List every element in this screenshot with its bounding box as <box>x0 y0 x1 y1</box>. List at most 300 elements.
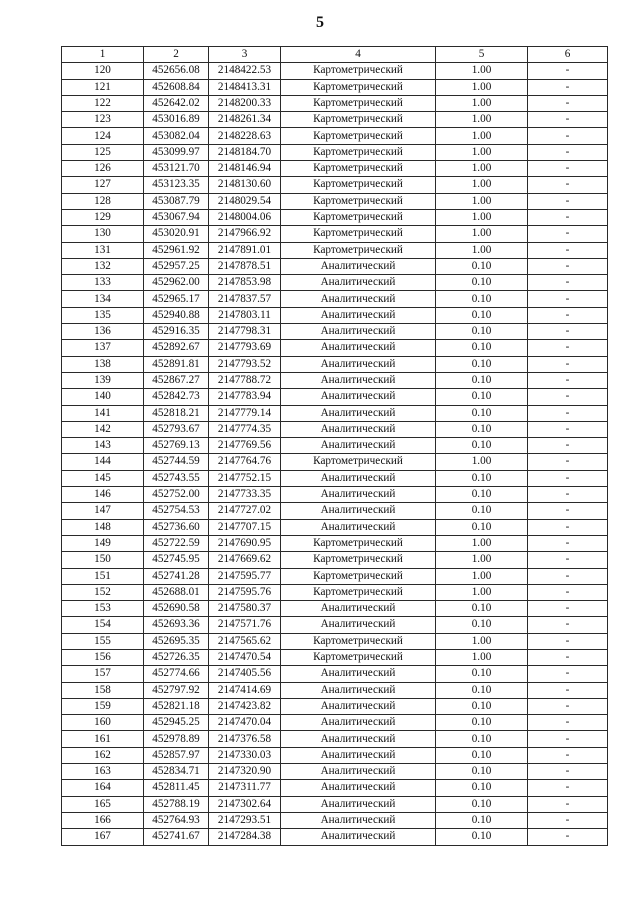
method-cell: Картометрический <box>281 112 436 128</box>
method-cell: Аналитический <box>281 682 436 698</box>
method-cell: Аналитический <box>281 340 436 356</box>
note-cell: - <box>528 356 608 372</box>
y-coordinate-cell: 2147783.94 <box>209 389 281 405</box>
y-coordinate-cell: 2147769.56 <box>209 438 281 454</box>
table-row <box>62 177 608 193</box>
note-cell: - <box>528 617 608 633</box>
x-coordinate-cell: 452965.17 <box>144 291 209 307</box>
note-cell: - <box>528 161 608 177</box>
point-number-cell: 154 <box>62 617 144 633</box>
point-number-cell: 131 <box>62 242 144 258</box>
x-coordinate-cell: 452608.84 <box>144 79 209 95</box>
note-cell: - <box>528 666 608 682</box>
note-cell: - <box>528 291 608 307</box>
table-row <box>62 226 608 242</box>
y-coordinate-cell: 2147320.90 <box>209 764 281 780</box>
note-cell: - <box>528 112 608 128</box>
note-cell: - <box>528 812 608 828</box>
method-cell: Аналитический <box>281 666 436 682</box>
method-cell: Картометрический <box>281 95 436 111</box>
point-number-cell: 158 <box>62 682 144 698</box>
y-coordinate-cell: 2147423.82 <box>209 698 281 714</box>
x-coordinate-cell: 452961.92 <box>144 242 209 258</box>
method-cell: Картометрический <box>281 63 436 79</box>
note-cell: - <box>528 764 608 780</box>
method-cell: Картометрический <box>281 552 436 568</box>
x-coordinate-cell: 452818.21 <box>144 405 209 421</box>
point-number-cell: 161 <box>62 731 144 747</box>
y-coordinate-cell: 2147727.02 <box>209 503 281 519</box>
table-row <box>62 780 608 796</box>
x-coordinate-cell: 452857.97 <box>144 747 209 763</box>
y-coordinate-cell: 2147733.35 <box>209 487 281 503</box>
x-coordinate-cell: 452743.55 <box>144 470 209 486</box>
x-coordinate-cell: 452962.00 <box>144 275 209 291</box>
table-row <box>62 63 608 79</box>
table-row <box>62 112 608 128</box>
table-row <box>62 209 608 225</box>
y-coordinate-cell: 2147565.62 <box>209 633 281 649</box>
table-row <box>62 324 608 340</box>
accuracy-cell: 1.00 <box>436 535 528 551</box>
note-cell: - <box>528 324 608 340</box>
accuracy-cell: 0.10 <box>436 324 528 340</box>
header-row <box>62 47 608 63</box>
accuracy-cell: 0.10 <box>436 307 528 323</box>
note-cell: - <box>528 405 608 421</box>
table-row <box>62 389 608 405</box>
accuracy-cell: 0.10 <box>436 747 528 763</box>
table-body <box>62 63 608 845</box>
point-number-cell: 144 <box>62 454 144 470</box>
accuracy-cell: 0.10 <box>436 258 528 274</box>
table-row <box>62 372 608 388</box>
x-coordinate-cell: 452695.35 <box>144 633 209 649</box>
point-number-cell: 147 <box>62 503 144 519</box>
table-row <box>62 470 608 486</box>
x-coordinate-cell: 452754.53 <box>144 503 209 519</box>
note-cell: - <box>528 470 608 486</box>
point-number-cell: 138 <box>62 356 144 372</box>
y-coordinate-cell: 2147891.01 <box>209 242 281 258</box>
point-number-cell: 145 <box>62 470 144 486</box>
note-cell: - <box>528 128 608 144</box>
x-coordinate-cell: 452957.25 <box>144 258 209 274</box>
x-coordinate-cell: 452892.67 <box>144 340 209 356</box>
y-coordinate-cell: 2147293.51 <box>209 812 281 828</box>
coordinates-table <box>61 46 608 846</box>
x-coordinate-cell: 453121.70 <box>144 161 209 177</box>
method-cell: Аналитический <box>281 487 436 503</box>
method-cell: Аналитический <box>281 389 436 405</box>
method-cell: Аналитический <box>281 747 436 763</box>
x-coordinate-cell: 452945.25 <box>144 715 209 731</box>
table-row <box>62 307 608 323</box>
table-row <box>62 552 608 568</box>
point-number-cell: 155 <box>62 633 144 649</box>
y-coordinate-cell: 2148422.53 <box>209 63 281 79</box>
accuracy-cell: 1.00 <box>436 161 528 177</box>
method-cell: Картометрический <box>281 242 436 258</box>
x-coordinate-cell: 452793.67 <box>144 421 209 437</box>
point-number-cell: 140 <box>62 389 144 405</box>
x-coordinate-cell: 452745.95 <box>144 552 209 568</box>
note-cell: - <box>528 601 608 617</box>
point-number-cell: 125 <box>62 144 144 160</box>
method-cell: Картометрический <box>281 79 436 95</box>
y-coordinate-cell: 2147470.04 <box>209 715 281 731</box>
accuracy-cell: 0.10 <box>436 829 528 845</box>
y-coordinate-cell: 2147580.37 <box>209 601 281 617</box>
y-coordinate-cell: 2148029.54 <box>209 193 281 209</box>
x-coordinate-cell: 453016.89 <box>144 112 209 128</box>
accuracy-cell: 1.00 <box>436 226 528 242</box>
table-row <box>62 617 608 633</box>
note-cell: - <box>528 796 608 812</box>
point-number-cell: 162 <box>62 747 144 763</box>
point-number-cell: 124 <box>62 128 144 144</box>
table-row <box>62 144 608 160</box>
x-coordinate-cell: 452744.59 <box>144 454 209 470</box>
note-cell: - <box>528 649 608 665</box>
y-coordinate-cell: 2147405.56 <box>209 666 281 682</box>
note-cell: - <box>528 95 608 111</box>
accuracy-cell: 1.00 <box>436 209 528 225</box>
x-coordinate-cell: 452736.60 <box>144 519 209 535</box>
point-number-cell: 128 <box>62 193 144 209</box>
table-row <box>62 421 608 437</box>
method-cell: Картометрический <box>281 454 436 470</box>
page-number: 5 <box>316 14 324 31</box>
point-number-cell: 141 <box>62 405 144 421</box>
accuracy-cell: 0.10 <box>436 666 528 682</box>
y-coordinate-cell: 2148228.63 <box>209 128 281 144</box>
point-number-cell: 151 <box>62 568 144 584</box>
y-coordinate-cell: 2147571.76 <box>209 617 281 633</box>
accuracy-cell: 0.10 <box>436 372 528 388</box>
x-coordinate-cell: 452656.08 <box>144 63 209 79</box>
method-cell: Аналитический <box>281 307 436 323</box>
accuracy-cell: 1.00 <box>436 454 528 470</box>
y-coordinate-cell: 2147764.76 <box>209 454 281 470</box>
note-cell: - <box>528 193 608 209</box>
x-coordinate-cell: 452842.73 <box>144 389 209 405</box>
table-row <box>62 503 608 519</box>
method-cell: Аналитический <box>281 405 436 421</box>
x-coordinate-cell: 453087.79 <box>144 193 209 209</box>
accuracy-cell: 1.00 <box>436 79 528 95</box>
x-coordinate-cell: 452978.89 <box>144 731 209 747</box>
table-row <box>62 95 608 111</box>
method-cell: Картометрический <box>281 649 436 665</box>
accuracy-cell: 1.00 <box>436 568 528 584</box>
point-number-cell: 146 <box>62 487 144 503</box>
method-cell: Картометрический <box>281 209 436 225</box>
point-number-cell: 150 <box>62 552 144 568</box>
method-cell: Аналитический <box>281 291 436 307</box>
x-coordinate-cell: 452741.28 <box>144 568 209 584</box>
x-coordinate-cell: 452821.18 <box>144 698 209 714</box>
y-coordinate-cell: 2147284.38 <box>209 829 281 845</box>
x-coordinate-cell: 453099.97 <box>144 144 209 160</box>
note-cell: - <box>528 633 608 649</box>
note-cell: - <box>528 144 608 160</box>
accuracy-cell: 0.10 <box>436 421 528 437</box>
note-cell: - <box>528 307 608 323</box>
method-cell: Картометрический <box>281 177 436 193</box>
x-coordinate-cell: 452916.35 <box>144 324 209 340</box>
point-number-cell: 156 <box>62 649 144 665</box>
point-number-cell: 129 <box>62 209 144 225</box>
method-cell: Аналитический <box>281 503 436 519</box>
note-cell: - <box>528 226 608 242</box>
note-cell: - <box>528 780 608 796</box>
y-coordinate-cell: 2147853.98 <box>209 275 281 291</box>
method-cell: Аналитический <box>281 275 436 291</box>
y-coordinate-cell: 2147595.76 <box>209 584 281 600</box>
y-coordinate-cell: 2148184.70 <box>209 144 281 160</box>
y-coordinate-cell: 2148146.94 <box>209 161 281 177</box>
method-cell: Аналитический <box>281 829 436 845</box>
x-coordinate-cell: 453123.35 <box>144 177 209 193</box>
y-coordinate-cell: 2147707.15 <box>209 519 281 535</box>
table-row <box>62 242 608 258</box>
y-coordinate-cell: 2147837.57 <box>209 291 281 307</box>
accuracy-cell: 0.10 <box>436 356 528 372</box>
note-cell: - <box>528 340 608 356</box>
y-coordinate-cell: 2147669.62 <box>209 552 281 568</box>
note-cell: - <box>528 79 608 95</box>
table-row <box>62 438 608 454</box>
table-row <box>62 79 608 95</box>
x-coordinate-cell: 452690.58 <box>144 601 209 617</box>
method-cell: Аналитический <box>281 617 436 633</box>
point-number-cell: 136 <box>62 324 144 340</box>
table-row <box>62 193 608 209</box>
method-cell: Аналитический <box>281 812 436 828</box>
note-cell: - <box>528 568 608 584</box>
accuracy-cell: 1.00 <box>436 177 528 193</box>
note-cell: - <box>528 63 608 79</box>
x-coordinate-cell: 452811.45 <box>144 780 209 796</box>
y-coordinate-cell: 2148413.31 <box>209 79 281 95</box>
method-cell: Аналитический <box>281 258 436 274</box>
method-cell: Аналитический <box>281 470 436 486</box>
method-cell: Картометрический <box>281 193 436 209</box>
point-number-cell: 142 <box>62 421 144 437</box>
point-number-cell: 143 <box>62 438 144 454</box>
table-row <box>62 519 608 535</box>
table-row <box>62 340 608 356</box>
table-row <box>62 812 608 828</box>
x-coordinate-cell: 452726.35 <box>144 649 209 665</box>
accuracy-cell: 1.00 <box>436 649 528 665</box>
y-coordinate-cell: 2147798.31 <box>209 324 281 340</box>
method-cell: Аналитический <box>281 519 436 535</box>
accuracy-cell: 0.10 <box>436 291 528 307</box>
x-coordinate-cell: 452940.88 <box>144 307 209 323</box>
y-coordinate-cell: 2147878.51 <box>209 258 281 274</box>
accuracy-cell: 0.10 <box>436 796 528 812</box>
accuracy-cell: 0.10 <box>436 405 528 421</box>
x-coordinate-cell: 452722.59 <box>144 535 209 551</box>
note-cell: - <box>528 715 608 731</box>
note-cell: - <box>528 519 608 535</box>
header-cell-3: 3 <box>209 47 281 63</box>
note-cell: - <box>528 731 608 747</box>
table-row <box>62 568 608 584</box>
y-coordinate-cell: 2147774.35 <box>209 421 281 437</box>
y-coordinate-cell: 2147330.03 <box>209 747 281 763</box>
table-row <box>62 258 608 274</box>
point-number-cell: 135 <box>62 307 144 323</box>
note-cell: - <box>528 177 608 193</box>
point-number-cell: 122 <box>62 95 144 111</box>
table-row <box>62 666 608 682</box>
point-number-cell: 148 <box>62 519 144 535</box>
point-number-cell: 166 <box>62 812 144 828</box>
x-coordinate-cell: 452693.36 <box>144 617 209 633</box>
accuracy-cell: 1.00 <box>436 144 528 160</box>
accuracy-cell: 0.10 <box>436 764 528 780</box>
table-row <box>62 715 608 731</box>
y-coordinate-cell: 2147793.52 <box>209 356 281 372</box>
point-number-cell: 164 <box>62 780 144 796</box>
y-coordinate-cell: 2147788.72 <box>209 372 281 388</box>
x-coordinate-cell: 453082.04 <box>144 128 209 144</box>
table-row <box>62 291 608 307</box>
method-cell: Картометрический <box>281 226 436 242</box>
note-cell: - <box>528 487 608 503</box>
point-number-cell: 157 <box>62 666 144 682</box>
method-cell: Аналитический <box>281 372 436 388</box>
method-cell: Картометрический <box>281 633 436 649</box>
table-row <box>62 747 608 763</box>
point-number-cell: 120 <box>62 63 144 79</box>
method-cell: Аналитический <box>281 731 436 747</box>
y-coordinate-cell: 2147414.69 <box>209 682 281 698</box>
point-number-cell: 160 <box>62 715 144 731</box>
accuracy-cell: 1.00 <box>436 193 528 209</box>
table-row <box>62 161 608 177</box>
note-cell: - <box>528 503 608 519</box>
note-cell: - <box>528 258 608 274</box>
x-coordinate-cell: 452764.93 <box>144 812 209 828</box>
x-coordinate-cell: 452834.71 <box>144 764 209 780</box>
header-cell-5: 5 <box>436 47 528 63</box>
point-number-cell: 130 <box>62 226 144 242</box>
table-row <box>62 356 608 372</box>
table-row <box>62 275 608 291</box>
method-cell: Картометрический <box>281 535 436 551</box>
accuracy-cell: 0.10 <box>436 617 528 633</box>
table-row <box>62 829 608 845</box>
accuracy-cell: 1.00 <box>436 552 528 568</box>
x-coordinate-cell: 452741.67 <box>144 829 209 845</box>
note-cell: - <box>528 747 608 763</box>
accuracy-cell: 0.10 <box>436 519 528 535</box>
table-row <box>62 601 608 617</box>
point-number-cell: 126 <box>62 161 144 177</box>
y-coordinate-cell: 2147752.15 <box>209 470 281 486</box>
y-coordinate-cell: 2148200.33 <box>209 95 281 111</box>
y-coordinate-cell: 2148004.06 <box>209 209 281 225</box>
accuracy-cell: 0.10 <box>436 731 528 747</box>
method-cell: Аналитический <box>281 698 436 714</box>
note-cell: - <box>528 682 608 698</box>
note-cell: - <box>528 421 608 437</box>
method-cell: Аналитический <box>281 421 436 437</box>
point-number-cell: 127 <box>62 177 144 193</box>
table-row <box>62 584 608 600</box>
note-cell: - <box>528 829 608 845</box>
y-coordinate-cell: 2148130.60 <box>209 177 281 193</box>
point-number-cell: 132 <box>62 258 144 274</box>
table-row <box>62 454 608 470</box>
x-coordinate-cell: 452788.19 <box>144 796 209 812</box>
y-coordinate-cell: 2147470.54 <box>209 649 281 665</box>
x-coordinate-cell: 452752.00 <box>144 487 209 503</box>
point-number-cell: 153 <box>62 601 144 617</box>
method-cell: Аналитический <box>281 324 436 340</box>
table-row <box>62 731 608 747</box>
point-number-cell: 134 <box>62 291 144 307</box>
note-cell: - <box>528 438 608 454</box>
method-cell: Картометрический <box>281 144 436 160</box>
header-cell-6: 6 <box>528 47 608 63</box>
x-coordinate-cell: 452642.02 <box>144 95 209 111</box>
header-cell-2: 2 <box>144 47 209 63</box>
method-cell: Аналитический <box>281 601 436 617</box>
point-number-cell: 137 <box>62 340 144 356</box>
table-row <box>62 535 608 551</box>
point-number-cell: 159 <box>62 698 144 714</box>
point-number-cell: 152 <box>62 584 144 600</box>
note-cell: - <box>528 372 608 388</box>
accuracy-cell: 0.10 <box>436 503 528 519</box>
table-header <box>62 47 608 63</box>
note-cell: - <box>528 209 608 225</box>
header-cell-4: 4 <box>281 47 436 63</box>
note-cell: - <box>528 698 608 714</box>
header-cell-1: 1 <box>62 47 144 63</box>
table-row <box>62 633 608 649</box>
y-coordinate-cell: 2147779.14 <box>209 405 281 421</box>
note-cell: - <box>528 552 608 568</box>
method-cell: Картометрический <box>281 584 436 600</box>
note-cell: - <box>528 275 608 291</box>
method-cell: Картометрический <box>281 161 436 177</box>
point-number-cell: 123 <box>62 112 144 128</box>
method-cell: Аналитический <box>281 780 436 796</box>
y-coordinate-cell: 2148261.34 <box>209 112 281 128</box>
table-row <box>62 698 608 714</box>
table-row <box>62 764 608 780</box>
accuracy-cell: 0.10 <box>436 715 528 731</box>
point-number-cell: 121 <box>62 79 144 95</box>
accuracy-cell: 1.00 <box>436 584 528 600</box>
method-cell: Аналитический <box>281 796 436 812</box>
point-number-cell: 133 <box>62 275 144 291</box>
x-coordinate-cell: 453020.91 <box>144 226 209 242</box>
note-cell: - <box>528 535 608 551</box>
x-coordinate-cell: 452867.27 <box>144 372 209 388</box>
x-coordinate-cell: 452797.92 <box>144 682 209 698</box>
accuracy-cell: 1.00 <box>436 633 528 649</box>
method-cell: Картометрический <box>281 128 436 144</box>
table-row <box>62 487 608 503</box>
y-coordinate-cell: 2147376.58 <box>209 731 281 747</box>
